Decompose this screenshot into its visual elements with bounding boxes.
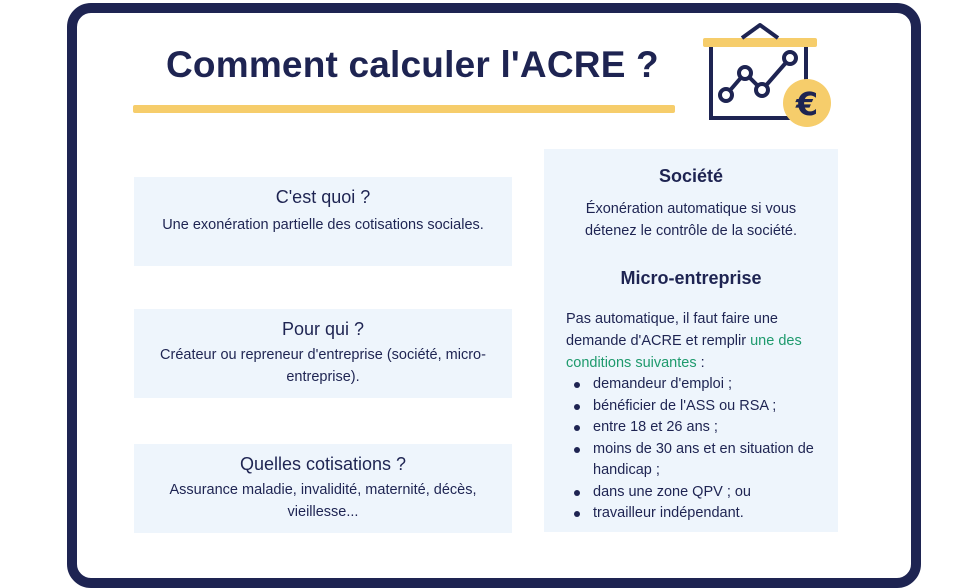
card-text: Créateur ou repreneur d'entreprise (société, micro-entreprise). [160, 347, 486, 385]
card-text: Une exonération partielle des cotisations sociales. [162, 217, 484, 233]
societe-text-line: détenez le contrôle de la société. [585, 223, 797, 239]
svg-text:€: € [795, 85, 819, 123]
card-contributions [134, 444, 512, 533]
societe-text-line: Éxonération automatique si vous [585, 201, 797, 217]
card-what [134, 177, 512, 266]
condition-item: travailleur indépendant. [566, 503, 828, 525]
card-text: Assurance maladie, invalidité, maternité, décès, vieillesse... [169, 482, 477, 520]
page-title: Comment calculer l'ACRE ? [166, 44, 659, 85]
condition-item: demandeur d'emploi ; [566, 374, 828, 396]
micro-heading: Micro-entreprise [620, 268, 762, 288]
title-underline [133, 105, 675, 113]
micro-intro [566, 308, 828, 374]
card-heading: Pour qui ? [281, 319, 365, 339]
condition-item: dans une zone QPV ; ou [566, 482, 828, 504]
card-heading: Quelles cotisations ? [239, 454, 407, 474]
condition-item: entre 18 et 26 ans ; [566, 417, 828, 439]
card-who [134, 309, 512, 398]
societe-text [544, 198, 838, 242]
micro-intro-colon: : [696, 355, 705, 371]
card-heading: C'est quoi ? [275, 187, 371, 207]
societe-heading: Société [658, 166, 724, 186]
chart-board-euro-icon [700, 20, 840, 130]
conditions-link[interactable]: une des conditions suivantes [566, 333, 802, 371]
conditions-list [566, 374, 828, 525]
condition-item: bénéficier de l'ASS ou RSA ; [566, 396, 828, 418]
micro-intro-text: Pas automatique, il faut faire une demande d'ACRE et remplir [566, 311, 778, 349]
condition-item: moins de 30 ans et en situation de handicap ; [566, 439, 828, 482]
eligibility-panel [544, 149, 838, 532]
